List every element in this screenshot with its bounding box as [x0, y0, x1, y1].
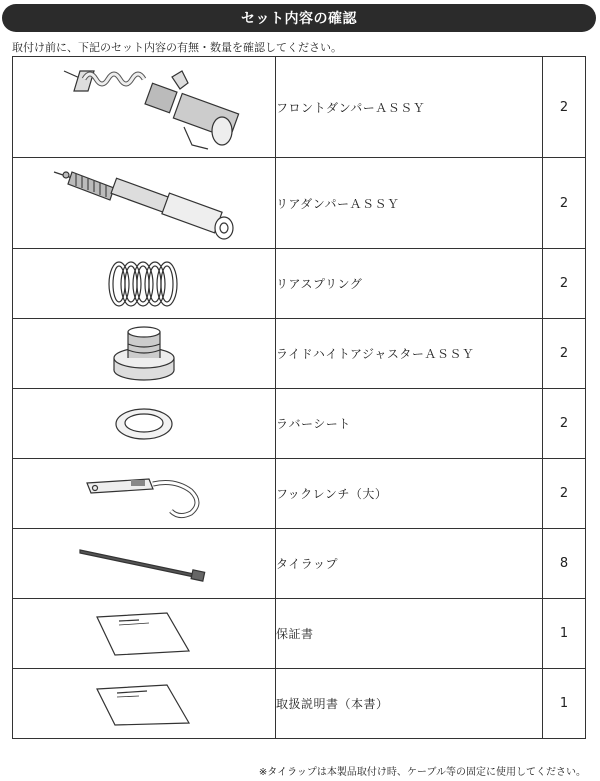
item-image-cell [13, 319, 276, 389]
item-name: フックレンチ（大） [276, 459, 543, 529]
item-quantity: 1 [543, 669, 586, 739]
rear-spring-icon [99, 254, 189, 314]
table-row [13, 459, 586, 529]
section-header [2, 4, 596, 32]
item-image-cell [13, 158, 276, 249]
warranty-card-icon [89, 609, 199, 659]
item-image-cell [13, 57, 276, 158]
ride-height-adjuster-icon [104, 322, 184, 386]
item-quantity: 2 [543, 57, 586, 158]
item-name: ラバーシート [276, 389, 543, 459]
intro-text: 取付け前に、下記のセット内容の有無・数量を確認してください。 [12, 41, 342, 54]
item-quantity: 8 [543, 529, 586, 599]
item-name: 取扱説明書（本書） [276, 669, 543, 739]
table-row [13, 529, 586, 599]
item-quantity: 2 [543, 158, 586, 249]
item-name: タイラップ [276, 529, 543, 599]
item-quantity: 2 [543, 389, 586, 459]
item-quantity: 2 [543, 459, 586, 529]
table-row [13, 319, 586, 389]
item-quantity: 2 [543, 319, 586, 389]
item-name: 保証書 [276, 599, 543, 669]
item-image-cell [13, 529, 276, 599]
table-row [13, 249, 586, 319]
item-quantity: 1 [543, 599, 586, 669]
table-row [13, 389, 586, 459]
item-name: リアスプリング [276, 249, 543, 319]
table-row [13, 57, 586, 158]
item-image-cell [13, 669, 276, 739]
section-title: セット内容の確認 [241, 11, 357, 27]
item-image-cell [13, 249, 276, 319]
footnote: ※タイラップは本製品取付け時、ケーブル等の固定に使用してください。 [258, 767, 586, 778]
item-name: ライドハイトアジャスターＡＳＳＹ [276, 319, 543, 389]
tie-wrap-icon [74, 544, 214, 584]
table-row [13, 599, 586, 669]
rear-damper-icon [44, 158, 244, 248]
item-name: フロントダンパーＡＳＳＹ [276, 57, 543, 158]
item-image-cell [13, 389, 276, 459]
manual-icon [89, 679, 199, 729]
item-image-cell [13, 459, 276, 529]
item-name: リアダンパーＡＳＳＹ [276, 158, 543, 249]
hook-wrench-icon [79, 469, 209, 519]
parts-table [12, 56, 586, 739]
front-damper-icon [44, 57, 244, 157]
item-quantity: 2 [543, 249, 586, 319]
table-row [13, 669, 586, 739]
table-row [13, 158, 586, 249]
item-image-cell [13, 599, 276, 669]
rubber-seat-icon [109, 404, 179, 444]
